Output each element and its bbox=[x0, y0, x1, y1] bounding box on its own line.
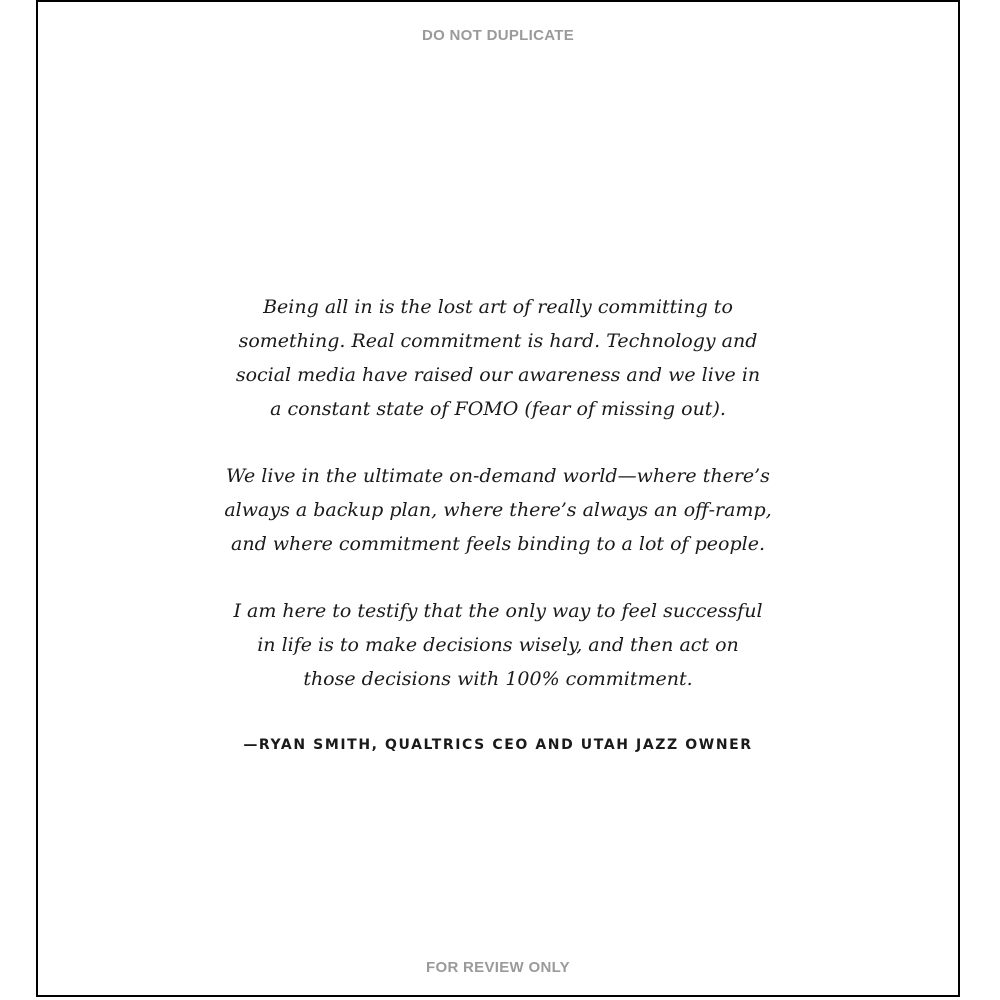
quote-line: always a backup plan, where there’s always an off-ramp, bbox=[224, 499, 772, 521]
book-page bbox=[36, 0, 960, 997]
quote-line: social media have raised our awareness and we live in bbox=[235, 364, 761, 386]
watermark-bottom: FOR REVIEW ONLY bbox=[426, 959, 570, 976]
quote-paragraph-1 bbox=[38, 290, 958, 426]
quote-line: a constant state of FOMO (fear of missing out). bbox=[270, 398, 726, 420]
quote-paragraph-2 bbox=[38, 459, 958, 561]
quote-line: those decisions with 100% commitment. bbox=[303, 668, 693, 690]
quote-line: and where commitment feels binding to a lot of people. bbox=[231, 533, 765, 555]
quote-attribution: —RYAN SMITH, QUALTRICS CEO AND UTAH JAZZ OWNER bbox=[243, 737, 753, 753]
quote-line: in life is to make decisions wisely, and then act on bbox=[257, 634, 739, 656]
quote-paragraph-3 bbox=[38, 594, 958, 696]
quote-line: I am here to testify that the only way to feel successful bbox=[233, 600, 763, 622]
quote-line: something. Real commitment is hard. Technology and bbox=[238, 330, 758, 352]
quote-line: Being all in is the lost art of really committing to bbox=[263, 296, 733, 318]
quote-line: We live in the ultimate on-demand world—where there’s bbox=[226, 465, 770, 487]
watermark-top: DO NOT DUPLICATE bbox=[421, 27, 575, 44]
epigraph-quote bbox=[38, 290, 958, 729]
